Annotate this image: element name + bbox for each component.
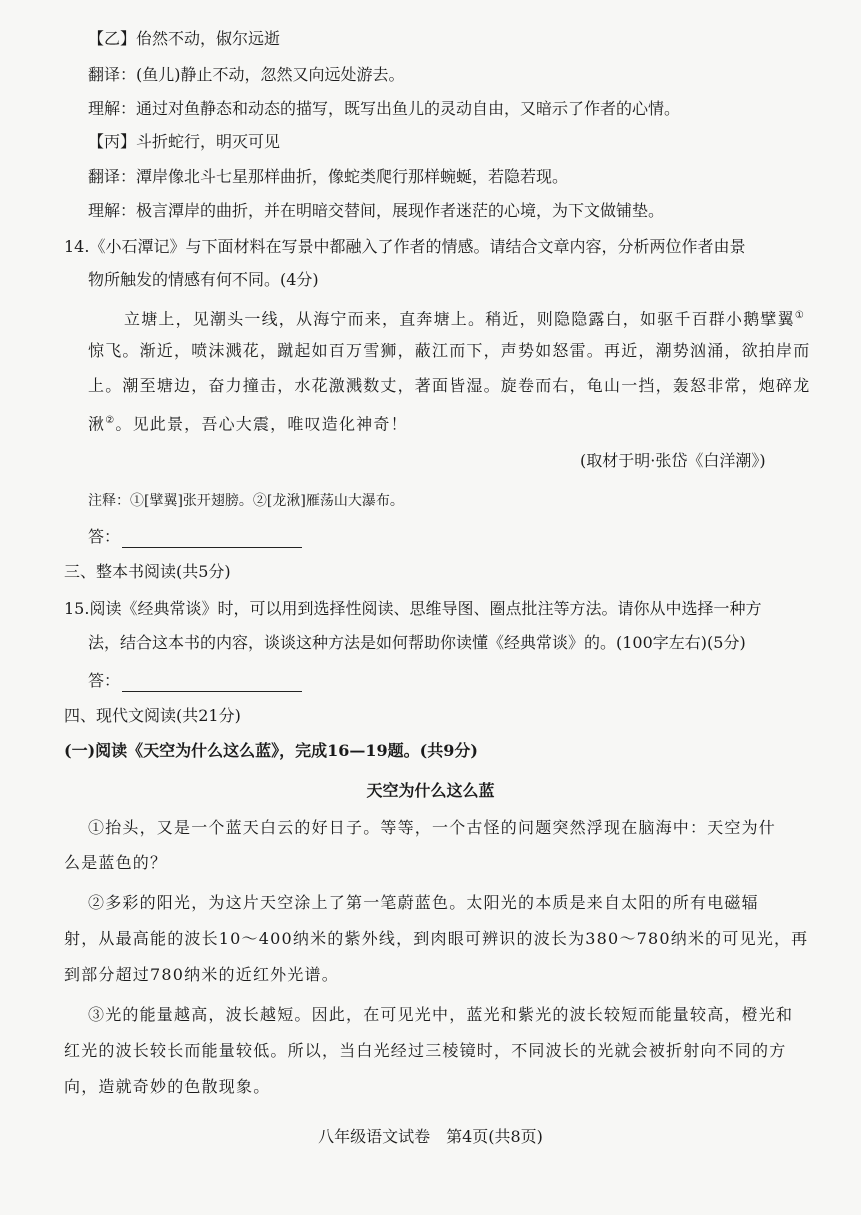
q14-answer-line[interactable] <box>122 531 302 548</box>
q14-answer: 答： <box>88 526 302 548</box>
q14-passage-line3: 上。潮至塘边，奋力撞击，水花激溅数丈，著面皆湿。旋卷而右，龟山一挡，轰怒非常，炮碎龙 <box>88 376 811 395</box>
article-title: 天空为什么这么蓝 <box>366 781 495 800</box>
bing-understanding: 理解：极言潭岸的曲折，并在明暗交替间，展现作者迷茫的心境，为下文做铺垫。 <box>88 201 665 220</box>
q15-answer-line[interactable] <box>122 675 302 692</box>
article-p1-line1: ①抬头，又是一个蓝天白云的好日子。等等，一个古怪的问题突然浮现在脑海中：天空为什 <box>88 818 777 837</box>
article-p1-line2: 么是蓝色的？ <box>64 853 168 872</box>
note-mark-1: ① <box>794 310 805 321</box>
q14-line2: 物所触发的情感有何不同。(4分) <box>88 270 319 289</box>
q14-passage-line1: 立塘上，见潮头一线，从海宁而来，直奔塘上。稍近，则隐隐露白，如驱千百群小鹅擘翼① <box>124 309 805 329</box>
article-p2-line3: 到部分超过780纳米的近红外光谱。 <box>64 965 339 984</box>
yi-understanding: 理解：通过对鱼静态和动态的描写，既写出鱼儿的灵动自由，又暗示了作者的心情。 <box>88 99 681 118</box>
article-p3-line3: 向，造就奇妙的色散现象。 <box>64 1077 271 1096</box>
article-p2-line1: ②多彩的阳光，为这片天空涂上了第一笔蔚蓝色。太阳光的本质是来自太阳的所有电磁辐 <box>88 893 759 912</box>
q14-notes: 注释：①[擘翼]张开翅膀。②[龙湫]雁荡山大瀑布。 <box>88 493 404 509</box>
bing-heading: 【丙】斗折蛇行，明灭可见 <box>88 132 281 151</box>
page-footer: 八年级语文试卷 第4页(共8页) <box>318 1127 543 1146</box>
q15-line2: 法，结合这本书的内容，谈谈这种方法是如何帮助你读懂《经典常谈》的。(100字左右)(5分) <box>88 633 746 652</box>
q14-line1: 14.《小石潭记》与下面材料在写景中都融入了作者的情感。请结合文章内容，分析两位作者由景 <box>64 237 746 256</box>
q14-passage-line2: 惊飞。渐近，喷沫溅花，蹴起如百万雪狮，蔽江而下，声势如怒雷。再近，潮势汹涌，欲拍岸而 <box>88 341 811 360</box>
section4-heading: 四、现代文阅读(共21分) <box>64 706 241 725</box>
yi-translation: 翻译：(鱼儿)静止不动，忽然又向远处游去。 <box>88 65 405 84</box>
article-p3-line1: ③光的能量越高，波长越短。因此，在可见光中，蓝光和紫光的波长较短而能量较高，橙光和 <box>88 1005 794 1024</box>
yi-heading: 【乙】佁然不动，俶尔远逝 <box>88 29 281 48</box>
article-p2-line2: 射，从最高能的波长10～400纳米的紫外线，到肉眼可辨识的波长为380～780纳米的可见光，再 <box>64 929 809 948</box>
section3-heading: 三、整本书阅读(共5分) <box>64 562 231 581</box>
q15-line1: 15.阅读《经典常谈》时，可以用到选择性阅读、思维导图、圈点批注等方法。请你从中选择一种方 <box>64 599 762 618</box>
q15-answer: 答： <box>88 670 302 692</box>
section4-sub: (一)阅读《天空为什么这么蓝》，完成16—19题。(共9分) <box>64 741 478 760</box>
q14-passage-line4: 湫②。见此景，吾心大震，唯叹造化神奇！ <box>88 414 408 434</box>
article-p3-line2: 红光的波长较长而能量较低。所以，当白光经过三棱镜时，不同波长的光就会被折射向不同的方 <box>64 1041 787 1060</box>
bing-translation: 翻译：潭岸像北斗七星那样曲折，像蛇类爬行那样蜿蜒，若隐若现。 <box>88 167 569 186</box>
note-mark-2: ② <box>105 415 116 426</box>
q14-source: (取材于明·张岱《白洋潮》) <box>580 451 766 470</box>
